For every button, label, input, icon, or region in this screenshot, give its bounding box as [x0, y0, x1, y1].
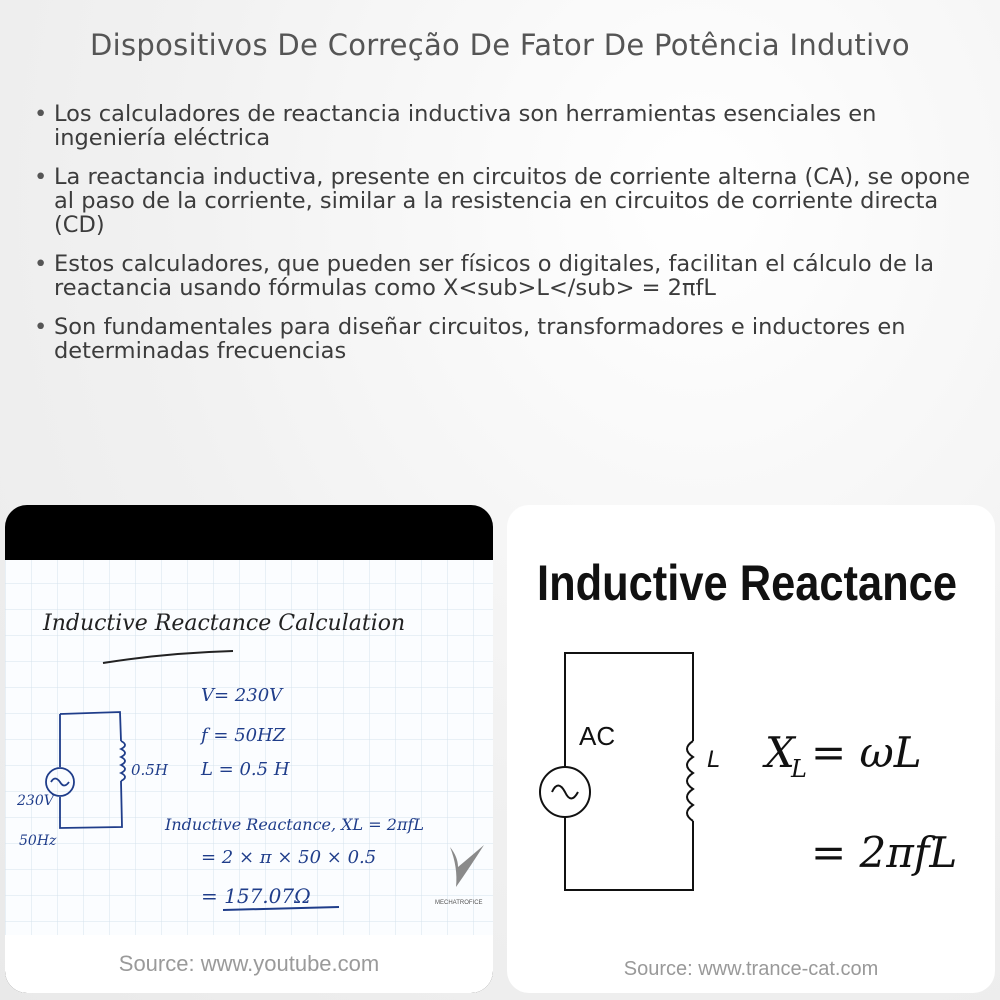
given-voltage: V= 230V [201, 685, 283, 706]
inductor-label: L [707, 746, 721, 773]
bullet-list [32, 102, 972, 378]
calculation-sketch [5, 505, 493, 993]
equation-subscript: L [791, 755, 807, 783]
bullet-item: • La reactancia inductiva, presente en circuitos de corriente alterna (CA), se opone al paso de la corriente, similar a la resistencia en circuitos de corriente directa (CD) [32, 165, 972, 237]
frequency-label: 50Hz [19, 833, 57, 849]
given-inductance: L = 0.5 H [201, 759, 290, 780]
bullet-item: • Los calculadores de reactancia inductiva son herramientas esenciales en ingeniería eléctrica [32, 102, 972, 150]
circuit-diagram [540, 653, 693, 890]
image-source-youtube: Source: www.youtube.com [118, 951, 380, 976]
bullet-item: • Son fundamentales para diseñar circuitos, transformadores e inductores en determinadas frecuencias [32, 315, 972, 363]
reactance-diagram [507, 505, 995, 993]
reactance-formula: Inductive Reactance, XL = 2πfL [165, 815, 424, 834]
inductance-label: 0.5H [131, 761, 168, 779]
bullet-item: • Estos calculadores, que pueden ser físicos o digitales, facilitan el cálculo de la reactancia usando fórmulas como X<sub>L</sub> = 2πfL [32, 252, 972, 300]
diagram-heading: Inductive Reactance [537, 555, 957, 611]
trance-cat-image-card [507, 505, 995, 993]
sketch-heading: Inductive Reactance Calculation [43, 611, 406, 636]
page-title: Dispositivos De Correção De Fator De Potência Indutivo [90, 28, 910, 62]
equation-2pifl: = 2πfL [811, 828, 958, 877]
calculation-result: = 157.07Ω [201, 884, 311, 908]
watermark-text: MECHATROFICE [435, 900, 483, 906]
voltage-label: 230V [17, 793, 54, 809]
calculation-step: = 2 × π × 50 × 0.5 [201, 847, 377, 868]
ac-label: AC [579, 721, 616, 751]
youtube-image-card [5, 505, 493, 993]
equation-omega-l: = ωL [811, 728, 922, 777]
image-source-trance-cat: Source: www.trance-cat.com [623, 958, 879, 980]
given-frequency: f = 50HZ [201, 725, 286, 746]
equation-lhs: X [765, 728, 795, 777]
